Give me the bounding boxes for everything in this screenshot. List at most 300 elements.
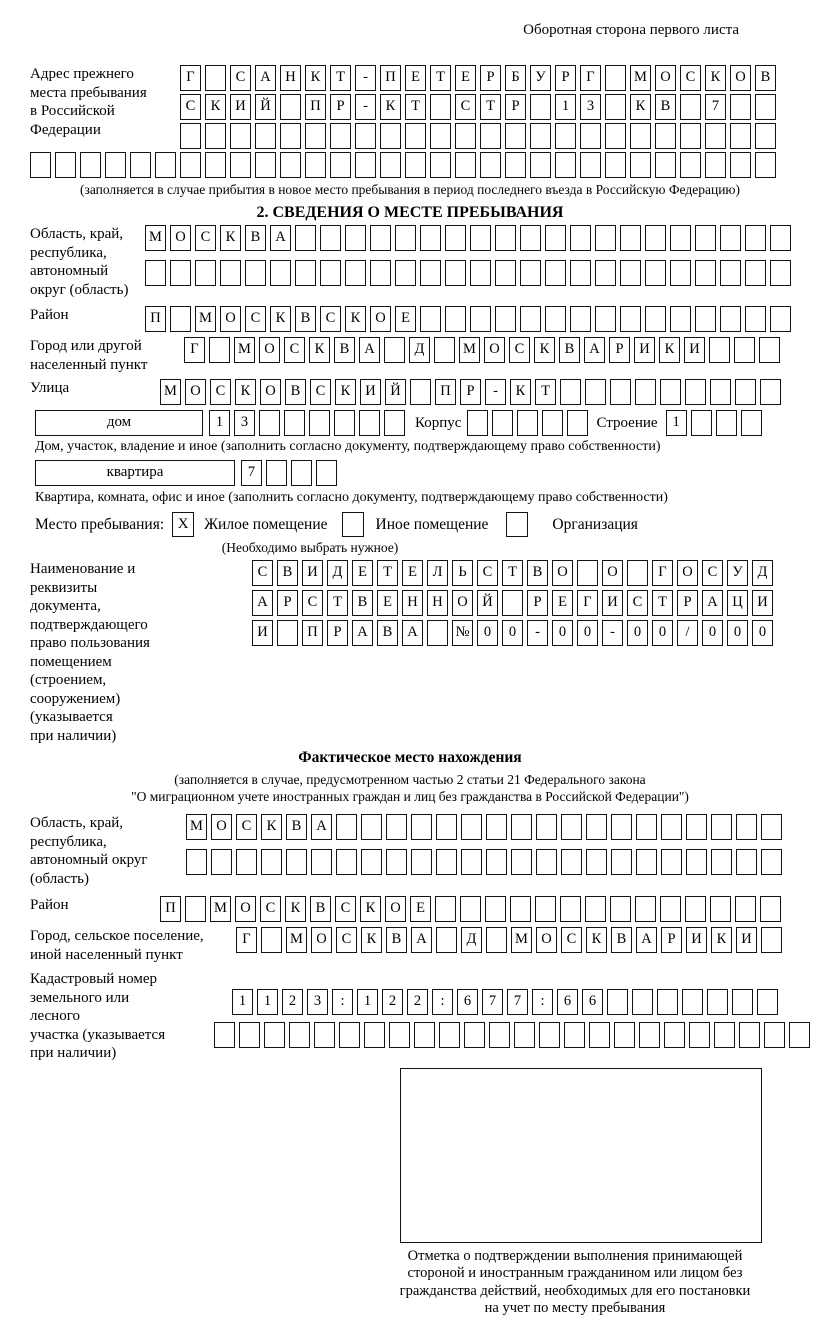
char-cell[interactable] [336,849,357,875]
char-cell[interactable] [436,927,457,953]
char-cell[interactable] [239,1022,260,1048]
char-cell[interactable] [611,814,632,840]
char-cell[interactable] [555,152,576,178]
char-cell[interactable]: А [402,620,423,646]
char-cell[interactable]: Н [427,590,448,616]
char-cell[interactable] [80,152,101,178]
char-cell[interactable] [170,306,191,332]
char-cell[interactable] [530,94,551,120]
char-cell[interactable]: К [659,337,680,363]
char-cell[interactable]: А [252,590,273,616]
char-cell[interactable]: В [277,560,298,586]
char-cell[interactable]: А [636,927,657,953]
char-cell[interactable] [55,152,76,178]
char-cell[interactable] [185,896,206,922]
char-cell[interactable] [595,260,616,286]
char-cell[interactable] [339,1022,360,1048]
char-cell[interactable] [720,306,741,332]
char-cell[interactable]: К [309,337,330,363]
char-cell[interactable] [736,814,757,840]
char-cell[interactable] [716,410,737,436]
char-cell[interactable] [220,260,241,286]
char-cell[interactable] [460,896,481,922]
char-cell[interactable] [760,896,781,922]
char-cell[interactable]: А [270,225,291,251]
char-cell[interactable]: 6 [582,989,603,1015]
char-cell[interactable] [436,849,457,875]
char-cell[interactable]: С [336,927,357,953]
char-cell[interactable] [680,123,701,149]
char-cell[interactable] [755,123,776,149]
char-cell[interactable] [735,896,756,922]
char-cell[interactable] [636,814,657,840]
char-cell[interactable] [734,337,755,363]
char-cell[interactable] [492,410,513,436]
char-cell[interactable]: Р [277,590,298,616]
char-cell[interactable]: 1 [666,410,687,436]
char-cell[interactable]: О [677,560,698,586]
char-cell[interactable] [255,152,276,178]
char-cell[interactable] [761,849,782,875]
char-cell[interactable]: М [195,306,216,332]
char-cell[interactable]: И [736,927,757,953]
char-cell[interactable]: : [532,989,553,1015]
char-cell[interactable] [345,260,366,286]
char-cell[interactable] [467,410,488,436]
char-cell[interactable] [710,896,731,922]
char-cell[interactable] [389,1022,410,1048]
char-cell[interactable] [230,123,251,149]
char-cell[interactable] [386,814,407,840]
char-cell[interactable]: Е [405,65,426,91]
char-cell[interactable] [570,225,591,251]
char-cell[interactable] [505,152,526,178]
char-cell[interactable] [284,410,305,436]
char-cell[interactable] [695,260,716,286]
char-cell[interactable] [180,152,201,178]
char-cell[interactable]: Ц [727,590,748,616]
char-cell[interactable] [489,1022,510,1048]
char-cell[interactable]: К [361,927,382,953]
char-cell[interactable] [605,123,626,149]
char-cell[interactable] [211,849,232,875]
char-cell[interactable] [627,560,648,586]
char-cell[interactable] [255,123,276,149]
char-cell[interactable]: Й [385,379,406,405]
char-cell[interactable] [711,814,732,840]
char-cell[interactable]: В [295,306,316,332]
char-cell[interactable] [155,152,176,178]
checkbox-residential[interactable]: X [172,512,194,537]
char-cell[interactable] [195,260,216,286]
char-cell[interactable]: М [511,927,532,953]
char-cell[interactable] [495,260,516,286]
char-cell[interactable] [764,1022,785,1048]
char-cell[interactable] [686,849,707,875]
char-cell[interactable]: Е [410,896,431,922]
char-cell[interactable]: 2 [282,989,303,1015]
char-cell[interactable] [486,849,507,875]
char-cell[interactable]: В [285,379,306,405]
char-cell[interactable]: К [205,94,226,120]
char-cell[interactable] [264,1022,285,1048]
char-cell[interactable] [480,123,501,149]
char-cell[interactable] [280,123,301,149]
char-cell[interactable] [214,1022,235,1048]
char-cell[interactable]: О [235,896,256,922]
char-cell[interactable] [620,260,641,286]
char-cell[interactable] [735,379,756,405]
char-cell[interactable] [657,989,678,1015]
char-cell[interactable] [580,152,601,178]
char-cell[interactable] [555,123,576,149]
char-cell[interactable]: О [211,814,232,840]
char-cell[interactable] [384,337,405,363]
char-cell[interactable] [730,123,751,149]
char-cell[interactable] [470,260,491,286]
char-cell[interactable] [485,896,506,922]
char-cell[interactable] [266,460,287,486]
char-cell[interactable]: 7 [482,989,503,1015]
char-cell[interactable] [536,849,557,875]
char-cell[interactable]: С [561,927,582,953]
char-cell[interactable] [370,260,391,286]
char-cell[interactable] [545,260,566,286]
char-cell[interactable] [545,306,566,332]
char-cell[interactable]: О [452,590,473,616]
char-cell[interactable]: Г [652,560,673,586]
char-cell[interactable] [620,225,641,251]
char-cell[interactable]: Р [555,65,576,91]
char-cell[interactable]: П [305,94,326,120]
char-cell[interactable]: У [530,65,551,91]
char-cell[interactable] [770,306,791,332]
char-cell[interactable] [320,225,341,251]
char-cell[interactable] [259,410,280,436]
char-cell[interactable]: К [586,927,607,953]
char-cell[interactable] [514,1022,535,1048]
char-cell[interactable] [520,306,541,332]
char-cell[interactable]: С [627,590,648,616]
char-cell[interactable] [707,989,728,1015]
char-cell[interactable] [661,849,682,875]
char-cell[interactable] [30,152,51,178]
char-cell[interactable] [586,814,607,840]
char-cell[interactable] [355,123,376,149]
char-cell[interactable]: Т [330,65,351,91]
char-cell[interactable] [130,152,151,178]
char-cell[interactable] [645,306,666,332]
char-cell[interactable]: Г [184,337,205,363]
char-cell[interactable] [745,225,766,251]
char-cell[interactable]: С [236,814,257,840]
char-cell[interactable]: П [160,896,181,922]
char-cell[interactable]: Й [255,94,276,120]
char-cell[interactable]: 3 [307,989,328,1015]
char-cell[interactable]: С [230,65,251,91]
char-cell[interactable]: В [377,620,398,646]
char-cell[interactable] [486,814,507,840]
char-cell[interactable] [445,260,466,286]
char-cell[interactable] [711,849,732,875]
char-cell[interactable]: Б [505,65,526,91]
char-cell[interactable] [330,152,351,178]
char-cell[interactable]: А [584,337,605,363]
char-cell[interactable]: К [380,94,401,120]
char-cell[interactable] [455,152,476,178]
char-cell[interactable]: Р [505,94,526,120]
char-cell[interactable] [610,379,631,405]
char-cell[interactable]: К [270,306,291,332]
char-cell[interactable]: К [235,379,256,405]
char-cell[interactable]: В [334,337,355,363]
char-cell[interactable] [745,260,766,286]
char-cell[interactable] [564,1022,585,1048]
char-cell[interactable] [736,849,757,875]
char-cell[interactable]: В [559,337,580,363]
char-cell[interactable]: П [435,379,456,405]
char-cell[interactable] [542,410,563,436]
char-cell[interactable]: И [686,927,707,953]
char-cell[interactable]: 0 [727,620,748,646]
char-cell[interactable]: П [380,65,401,91]
char-cell[interactable]: И [360,379,381,405]
char-cell[interactable] [595,225,616,251]
char-cell[interactable] [261,927,282,953]
char-cell[interactable]: С [284,337,305,363]
char-cell[interactable]: Д [752,560,773,586]
char-cell[interactable] [686,814,707,840]
char-cell[interactable] [386,849,407,875]
char-cell[interactable]: О [170,225,191,251]
char-cell[interactable] [630,152,651,178]
char-cell[interactable]: 1 [257,989,278,1015]
char-cell[interactable] [607,989,628,1015]
char-cell[interactable] [411,814,432,840]
char-cell[interactable] [645,225,666,251]
char-cell[interactable]: С [702,560,723,586]
char-cell[interactable]: В [611,927,632,953]
char-cell[interactable] [757,989,778,1015]
char-cell[interactable]: Р [480,65,501,91]
char-cell[interactable] [789,1022,810,1048]
char-cell[interactable]: 6 [457,989,478,1015]
char-cell[interactable] [635,379,656,405]
char-cell[interactable] [495,225,516,251]
checkbox-organization[interactable] [506,512,528,537]
char-cell[interactable] [461,849,482,875]
char-cell[interactable] [739,1022,760,1048]
char-cell[interactable] [620,306,641,332]
char-cell[interactable]: Ь [452,560,473,586]
char-cell[interactable] [570,306,591,332]
char-cell[interactable]: О [385,896,406,922]
char-cell[interactable]: С [180,94,201,120]
checkbox-other-premises[interactable] [342,512,364,537]
char-cell[interactable] [685,896,706,922]
char-cell[interactable]: О [655,65,676,91]
char-cell[interactable] [586,849,607,875]
char-cell[interactable] [761,927,782,953]
char-cell[interactable]: Т [480,94,501,120]
char-cell[interactable] [439,1022,460,1048]
char-cell[interactable] [732,989,753,1015]
char-cell[interactable] [145,260,166,286]
char-cell[interactable]: И [634,337,655,363]
char-cell[interactable] [695,225,716,251]
char-cell[interactable]: А [352,620,373,646]
char-cell[interactable] [570,260,591,286]
char-cell[interactable] [455,123,476,149]
char-cell[interactable]: В [755,65,776,91]
char-cell[interactable] [236,849,257,875]
char-cell[interactable]: 7 [507,989,528,1015]
char-cell[interactable] [639,1022,660,1048]
char-cell[interactable] [511,849,532,875]
char-cell[interactable]: 3 [234,410,255,436]
char-cell[interactable] [685,379,706,405]
char-cell[interactable] [605,152,626,178]
char-cell[interactable]: № [452,620,473,646]
char-cell[interactable] [205,65,226,91]
char-cell[interactable]: Р [330,94,351,120]
char-cell[interactable]: О [311,927,332,953]
char-cell[interactable]: - [355,65,376,91]
char-cell[interactable]: П [145,306,166,332]
char-cell[interactable] [461,814,482,840]
char-cell[interactable]: И [752,590,773,616]
char-cell[interactable]: С [509,337,530,363]
char-cell[interactable] [420,306,441,332]
char-cell[interactable]: Е [455,65,476,91]
char-cell[interactable] [520,260,541,286]
char-cell[interactable] [755,152,776,178]
char-cell[interactable]: О [220,306,241,332]
char-cell[interactable] [480,152,501,178]
char-cell[interactable]: С [302,590,323,616]
char-cell[interactable] [520,225,541,251]
char-cell[interactable]: - [485,379,506,405]
char-cell[interactable] [759,337,780,363]
char-cell[interactable] [610,896,631,922]
char-cell[interactable] [316,460,337,486]
char-cell[interactable] [680,94,701,120]
char-cell[interactable] [420,260,441,286]
char-cell[interactable]: Д [409,337,430,363]
char-cell[interactable] [445,306,466,332]
char-cell[interactable]: А [359,337,380,363]
char-cell[interactable] [760,379,781,405]
char-cell[interactable]: 3 [580,94,601,120]
char-cell[interactable] [420,225,441,251]
char-cell[interactable] [536,814,557,840]
char-cell[interactable] [261,849,282,875]
char-cell[interactable]: К [305,65,326,91]
char-cell[interactable] [486,927,507,953]
char-cell[interactable] [530,123,551,149]
char-cell[interactable]: М [186,814,207,840]
char-cell[interactable] [635,896,656,922]
char-cell[interactable]: В [310,896,331,922]
char-cell[interactable] [530,152,551,178]
char-cell[interactable] [561,814,582,840]
char-cell[interactable]: М [145,225,166,251]
char-cell[interactable]: А [255,65,276,91]
char-cell[interactable] [730,94,751,120]
char-cell[interactable]: М [210,896,231,922]
char-cell[interactable] [761,814,782,840]
char-cell[interactable]: Д [327,560,348,586]
char-cell[interactable]: Т [377,560,398,586]
char-cell[interactable]: К [534,337,555,363]
char-cell[interactable] [270,260,291,286]
char-cell[interactable]: К [510,379,531,405]
char-cell[interactable]: К [220,225,241,251]
char-cell[interactable] [370,225,391,251]
char-cell[interactable] [661,814,682,840]
char-cell[interactable]: О [730,65,751,91]
char-cell[interactable]: О [484,337,505,363]
char-cell[interactable]: О [602,560,623,586]
char-cell[interactable] [670,306,691,332]
char-cell[interactable] [755,94,776,120]
char-cell[interactable] [359,410,380,436]
char-cell[interactable] [580,123,601,149]
char-cell[interactable]: С [210,379,231,405]
char-cell[interactable] [205,123,226,149]
char-cell[interactable] [636,849,657,875]
char-cell[interactable] [720,260,741,286]
char-cell[interactable]: Н [402,590,423,616]
char-cell[interactable]: С [245,306,266,332]
char-cell[interactable]: 1 [209,410,230,436]
char-cell[interactable] [311,849,332,875]
char-cell[interactable]: 7 [705,94,726,120]
char-cell[interactable]: 1 [232,989,253,1015]
char-cell[interactable] [405,123,426,149]
char-cell[interactable] [361,849,382,875]
char-cell[interactable]: О [536,927,557,953]
char-cell[interactable] [345,225,366,251]
char-cell[interactable]: Т [327,590,348,616]
char-cell[interactable] [695,306,716,332]
char-cell[interactable]: Е [402,560,423,586]
char-cell[interactable]: И [302,560,323,586]
char-cell[interactable]: О [259,337,280,363]
char-cell[interactable] [470,306,491,332]
char-cell[interactable] [305,152,326,178]
char-cell[interactable] [682,989,703,1015]
char-cell[interactable] [710,379,731,405]
char-cell[interactable]: М [630,65,651,91]
char-cell[interactable] [670,260,691,286]
char-cell[interactable] [502,590,523,616]
char-cell[interactable]: : [332,989,353,1015]
char-cell[interactable]: М [286,927,307,953]
char-cell[interactable]: Р [460,379,481,405]
char-cell[interactable] [280,94,301,120]
char-cell[interactable] [689,1022,710,1048]
char-cell[interactable]: Г [577,590,598,616]
char-cell[interactable] [361,814,382,840]
char-cell[interactable]: К [335,379,356,405]
char-cell[interactable] [709,337,730,363]
char-cell[interactable] [561,849,582,875]
char-cell[interactable] [380,152,401,178]
char-cell[interactable] [655,152,676,178]
char-cell[interactable] [411,849,432,875]
char-cell[interactable]: С [320,306,341,332]
